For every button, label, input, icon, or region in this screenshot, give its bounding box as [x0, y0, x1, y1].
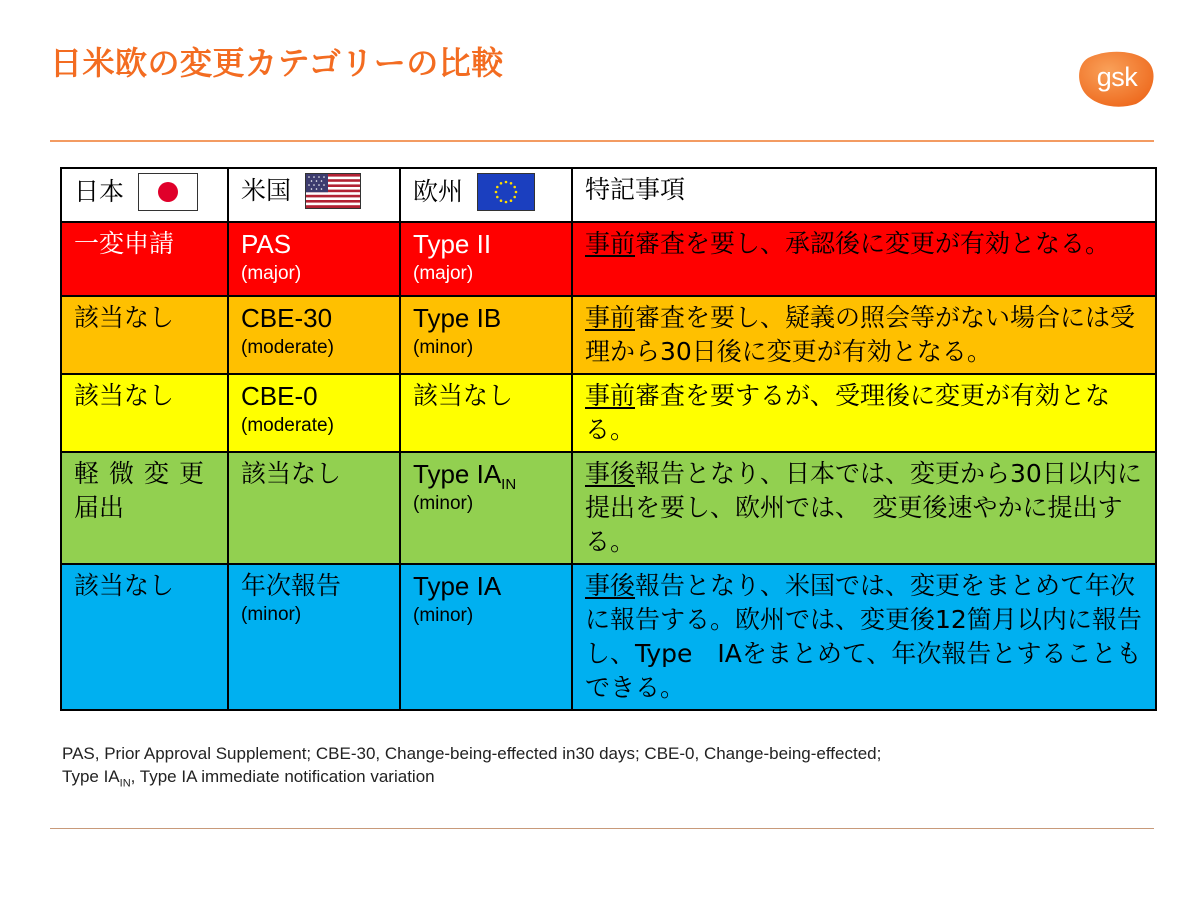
cell-us	[228, 222, 400, 296]
cell-japan: 該当なし	[61, 374, 228, 452]
cell-eu-main: Type IA	[413, 459, 502, 489]
header-us	[228, 168, 400, 222]
note-lead: 事後	[585, 459, 636, 488]
cell-eu	[400, 296, 572, 374]
cell-us-sub: (major)	[241, 263, 302, 284]
cell-eu-main: Type IB	[413, 303, 502, 333]
table-row	[61, 222, 1156, 296]
cell-us	[228, 296, 400, 374]
table-row	[61, 296, 1156, 374]
note-lead: 事前	[585, 229, 636, 258]
footnote	[62, 742, 881, 795]
cell-eu-sub: (minor)	[413, 337, 474, 358]
slide-title: 日米欧の変更カテゴリーの比較	[50, 44, 504, 82]
cell-us-sub: (minor)	[241, 604, 302, 625]
cell-eu-main: Type II	[413, 229, 492, 259]
table-row	[61, 452, 1156, 564]
cell-eu-sub: (minor)	[413, 605, 474, 626]
cell-eu	[400, 564, 572, 710]
cell-eu-sub: (major)	[413, 263, 474, 284]
note-rest: 報告となり、日本では、変更から30日以内に提出を要し、欧州では、 変更後速やかに提出する。	[585, 459, 1142, 556]
header-eu-label: 欧州	[413, 177, 464, 206]
cell-us-main: CBE-30	[241, 303, 333, 333]
cell-notes	[572, 296, 1156, 374]
footnote-line2-b: , Type IA immediate notification variation	[130, 767, 435, 786]
header-us-label: 米国	[241, 176, 292, 205]
cell-us-main: 該当なし	[241, 459, 342, 488]
eu-flag-icon	[477, 173, 535, 211]
gsk-logo-text: gsk	[1096, 62, 1138, 92]
cell-japan-line2: 届出	[74, 493, 125, 522]
cell-eu-sub: (minor)	[413, 493, 474, 514]
note-lead: 事前	[585, 303, 636, 332]
cell-eu-main: Type IA	[413, 571, 502, 601]
cell-notes	[572, 374, 1156, 452]
cell-japan	[61, 452, 228, 564]
cell-notes	[572, 222, 1156, 296]
cell-japan-line1: 軽微変更	[74, 459, 215, 488]
cell-us	[228, 374, 400, 452]
cell-eu-main: 該当なし	[413, 381, 514, 410]
header-japan-label: 日本	[74, 177, 125, 206]
cell-us-main: CBE-0	[241, 381, 318, 411]
footnote-line2	[62, 765, 881, 795]
footnote-line2-subscript: IN	[119, 777, 131, 790]
note-lead: 事前	[585, 381, 636, 410]
cell-eu	[400, 374, 572, 452]
note-rest: 報告となり、米国では、変更をまとめて年次に報告する。欧州では、変更後12箇月以内に報告し、Type IAをまとめて、年次報告とすることもできる。	[585, 571, 1142, 702]
table-row	[61, 374, 1156, 452]
cell-japan: 一変申請	[61, 222, 228, 296]
gsk-logo	[1078, 50, 1156, 108]
cell-japan: 該当なし	[61, 296, 228, 374]
table-header-row	[61, 168, 1156, 222]
header-japan	[61, 168, 228, 222]
cell-us-sub: (moderate)	[241, 337, 334, 358]
table-row	[61, 564, 1156, 710]
note-rest: 審査を要し、承認後に変更が有効となる。	[635, 229, 1111, 258]
cell-notes	[572, 564, 1156, 710]
header-notes	[572, 168, 1156, 222]
cell-eu-main-subscript: IN	[501, 476, 517, 493]
note-rest: 審査を要するが、受理後に変更が有効となる。	[585, 381, 1111, 444]
cell-us-sub: (moderate)	[241, 415, 334, 436]
footnote-line2-a: Type IA	[62, 767, 120, 786]
footer-divider	[50, 828, 1154, 829]
cell-notes	[572, 452, 1156, 564]
cell-us-main: 年次報告	[241, 571, 342, 600]
cell-us	[228, 452, 400, 564]
header-divider	[50, 140, 1154, 142]
note-lead: 事後	[585, 571, 636, 600]
note-rest: 審査を要し、疑義の照会等がない場合には受理から30日後に変更が有効となる。	[585, 303, 1136, 366]
cell-japan: 該当なし	[61, 564, 228, 710]
footnote-line1: PAS, Prior Approval Supplement; CBE-30, Change-being-effected in30 days; CBE-0, Change-being-effected;	[62, 744, 882, 763]
cell-eu	[400, 452, 572, 564]
cell-us	[228, 564, 400, 710]
cell-us-main: PAS	[241, 229, 292, 259]
header-notes-label: 特記事項	[585, 175, 686, 204]
comparison-table	[60, 167, 1157, 711]
cell-eu	[400, 222, 572, 296]
japan-flag-icon	[138, 173, 198, 211]
header-eu	[400, 168, 572, 222]
us-flag-icon	[305, 173, 361, 209]
